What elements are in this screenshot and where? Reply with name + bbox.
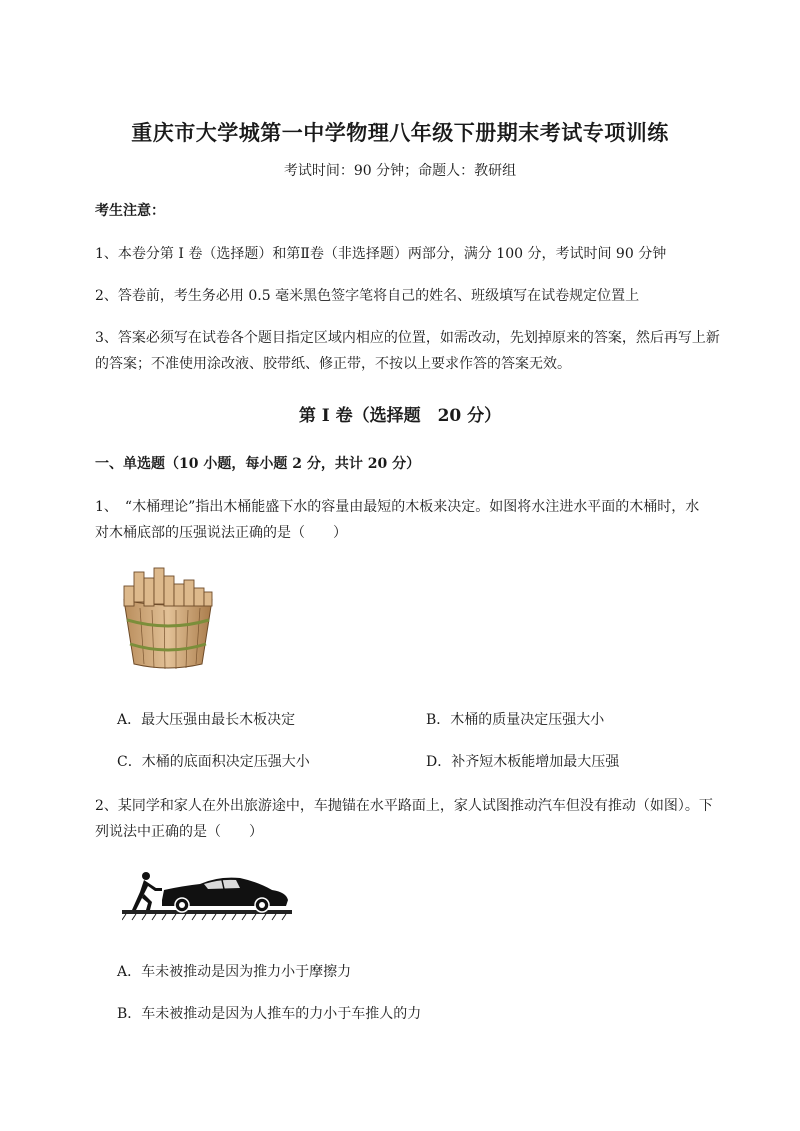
exam-info: 考试时间：90 分钟；命题人：教研组 [283, 163, 517, 179]
question-1-option-a[interactable]: A．最大压强由最长木板决定 [117, 712, 296, 728]
question-2-option-b[interactable]: B．车未被推动是因为人推车的力小于车推人的力 [117, 1006, 422, 1022]
notice-item-3-cont: 的答案；不准使用涂改液、胶带纸、修正带，不按以上要求作答的答案无效。 [95, 356, 571, 372]
page-title: 重庆市大学城第一中学物理八年级下册期末考试专项训练 [131, 120, 669, 145]
question-2-stem: 2、某同学和家人在外出旅游途中，车抛锚在水平路面上，家人试图推动汽车但没有推动（如图）。下 [95, 798, 713, 814]
question-1-stem-cont: 对木桶底部的压强说法正确的是（ ） [95, 525, 347, 541]
wooden-bucket-figure [110, 566, 214, 674]
question-1-option-d[interactable]: D．补齐短木板能增加最大压强 [426, 754, 620, 770]
notice-item-3: 3、答案必须写在试卷各个题目指定区域内相应的位置，如需改动，先划掉原来的答案，然后再写上新 [95, 330, 720, 346]
section-title: 第 I 卷（选择题 20 分） [298, 406, 502, 426]
question-2-option-a[interactable]: A．车未被推动是因为推力小于摩擦力 [117, 964, 352, 980]
question-1-stem: 1、 “木桶理论”指出木桶能盛下水的容量由最短的木板来决定。如图将水注进水平面的木桶时，水 [95, 499, 700, 515]
question-2-stem-cont: 列说法中正确的是（ ） [95, 824, 263, 840]
question-1-option-b[interactable]: B．木桶的质量决定压强大小 [426, 712, 605, 728]
part-heading: 一、单选题（10 小题，每小题 2 分，共计 20 分） [95, 456, 421, 472]
question-1-option-c[interactable]: C．木桶的底面积决定压强大小 [117, 754, 310, 770]
person-pushing-car-figure [122, 870, 292, 922]
notice-heading: 考生注意： [95, 203, 165, 219]
notice-item-2: 2、答卷前，考生务必用 0.5 毫米黑色签字笔将自己的姓名、班级填写在试卷规定位置上 [95, 288, 640, 304]
notice-item-1: 1、本卷分第 I 卷（选择题）和第Ⅱ卷（非选择题）两部分，满分 100 分，考试时间 90 分钟 [95, 246, 667, 262]
